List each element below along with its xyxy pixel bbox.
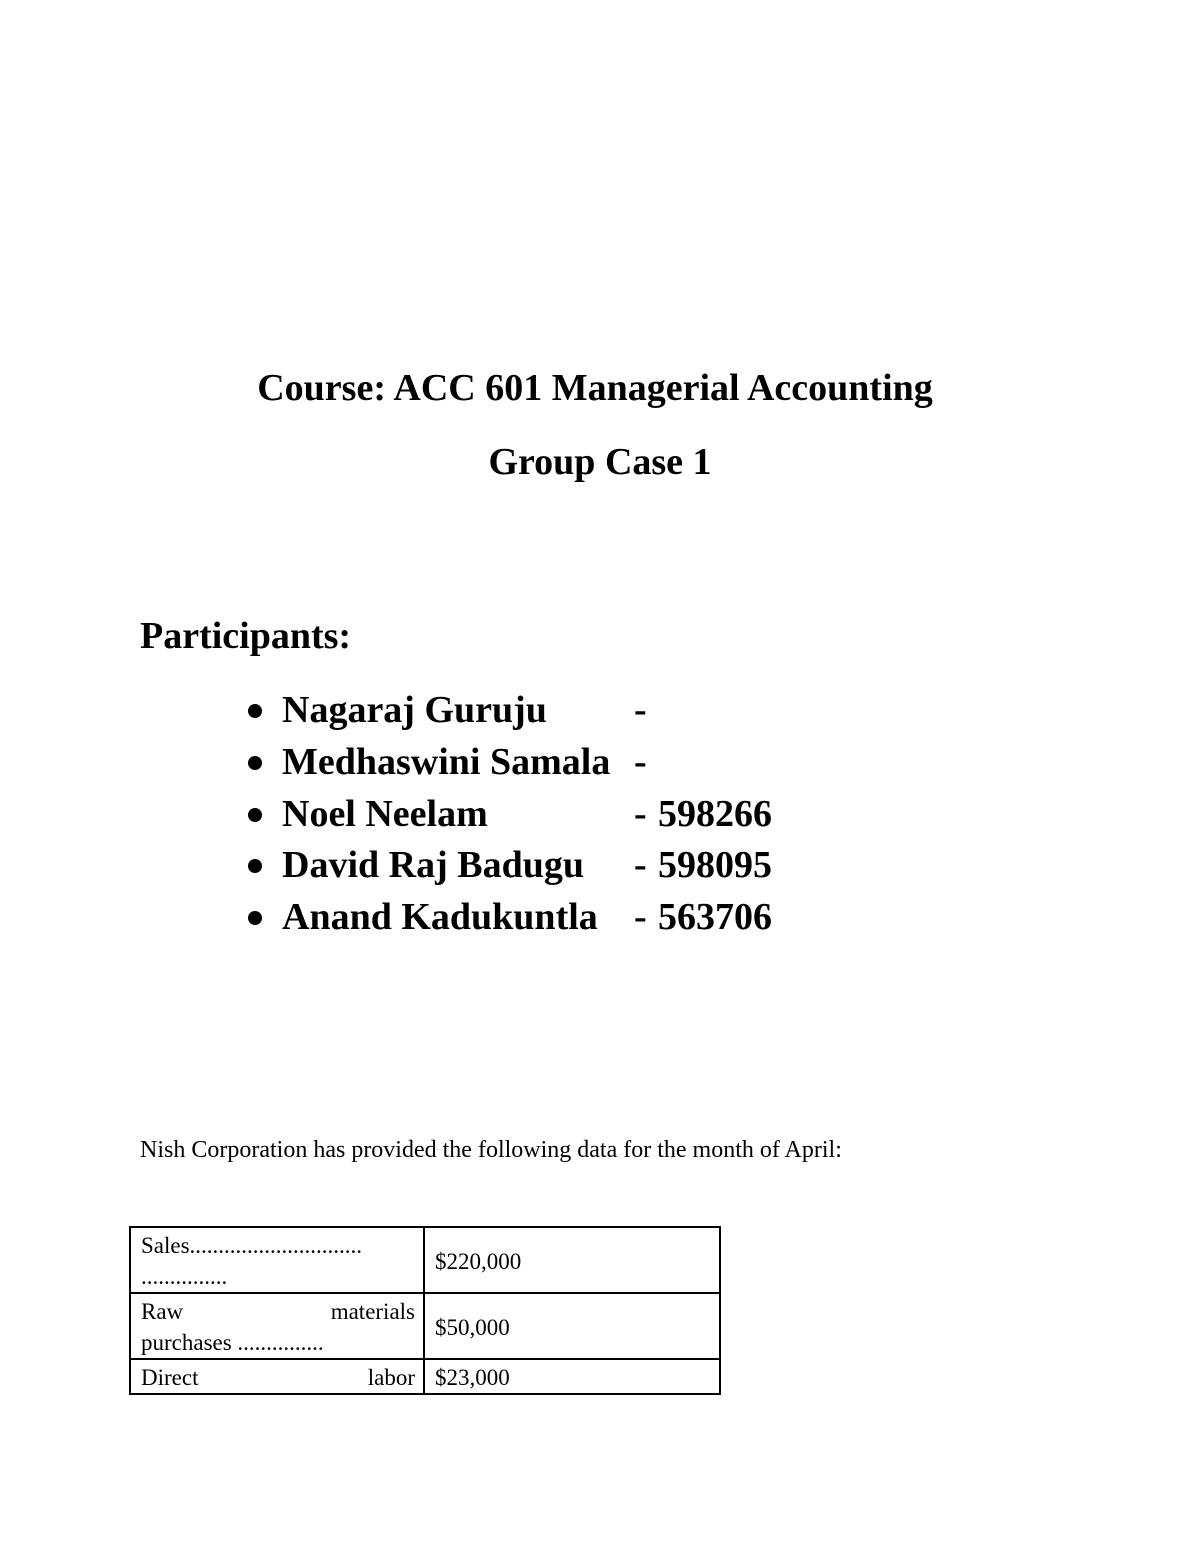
label-word: labor [367,1365,415,1390]
course-title: Course: ACC 601 Managerial Accounting [257,367,933,409]
participant-id: 598095 [658,844,772,886]
table-value-cell: $220,000 [424,1227,720,1293]
table-value-cell: $23,000 [424,1359,720,1394]
bullet-icon [248,911,262,925]
label-line: ............... [141,1264,228,1289]
bullet-icon [248,808,262,822]
label-line [141,1296,415,1327]
table-label-cell [130,1293,424,1359]
bullet-icon [248,704,262,718]
participant-name: Medhaswini Samala [282,741,611,783]
participant-id: 598266 [658,793,772,835]
table-label-cell [130,1227,424,1293]
participant-name: Nagaraj Guruju [282,689,547,731]
participant-name: Noel Neelam [282,793,488,835]
label-line: purchases ............... [141,1330,324,1355]
participant-separator: - [634,793,647,835]
intro-text: Nish Corporation has provided the following data for the month of April: [140,1137,842,1163]
participant-separator: - [634,844,647,886]
bullet-icon [248,859,262,873]
case-title: Group Case 1 [488,441,712,483]
table-value-cell: $50,000 [424,1293,720,1359]
participant-name: David Raj Badugu [282,844,584,886]
label-word: materials [330,1299,415,1324]
label-word: Raw [141,1299,184,1324]
participant-separator: - [634,896,647,938]
participants-heading: Participants: [140,615,352,657]
label-line: Sales.............................. [141,1233,363,1258]
table-row [130,1227,720,1293]
label-word: Direct [141,1365,199,1390]
table-row [130,1293,720,1359]
participant-name: Anand Kadukuntla [282,896,598,938]
bullet-icon [248,756,262,770]
table-label-cell [130,1359,424,1394]
participant-id: 563706 [658,896,772,938]
label-line [141,1362,415,1393]
participant-separator: - [634,689,647,731]
data-table [129,1226,721,1395]
participant-separator: - [634,741,647,783]
table-row [130,1359,720,1394]
